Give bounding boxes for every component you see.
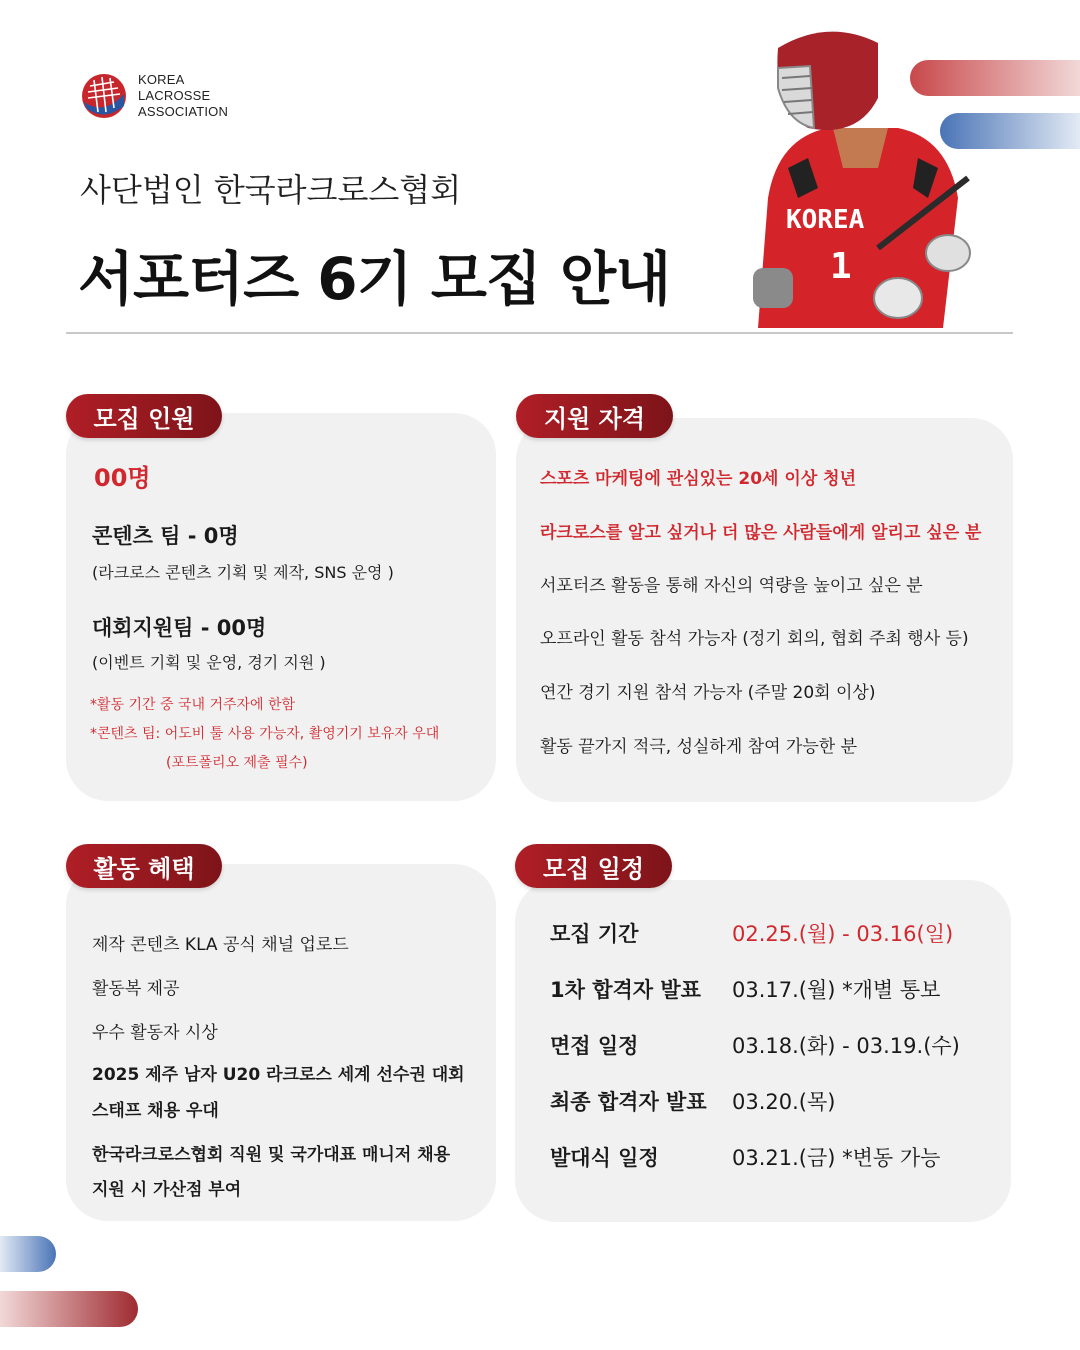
qualification-item: 스포츠 마케팅에 관심있는 20세 이상 청년: [540, 469, 857, 489]
schedule-badge: 모집 일정: [515, 844, 672, 888]
recruit-note: *콘텐츠 팀: 어도비 툴 사용 가능자, 촬영기기 보유자 우대: [90, 726, 440, 742]
recruit-note: (포트폴리오 제출 필수): [166, 755, 308, 771]
schedule-value: 03.18.(화) - 03.19.(수): [732, 1034, 960, 1058]
schedule-label: 1차 합격자 발표: [550, 978, 701, 1002]
qualification-item: 라크로스를 알고 싶거나 더 많은 사람들에게 알리고 싶은 분: [540, 523, 982, 543]
benefit-item: 2025 제주 남자 U20 라크로스 세계 선수권 대회: [92, 1065, 465, 1085]
logo-line-1: KOREA: [138, 72, 185, 87]
recruit-note: *활동 기간 중 국내 거주자에 한함: [90, 697, 296, 713]
logo-line-3: ASSOCIATION: [138, 104, 229, 119]
benefit-item: 활동복 제공: [92, 979, 180, 999]
qualification-badge: 지원 자격: [516, 394, 673, 438]
team-description: (라크로스 콘텐츠 기획 및 제작, SNS 운영 ): [92, 563, 394, 582]
benefit-item: 우수 활동자 시상: [92, 1023, 218, 1043]
team-name: 콘텐츠 팀 - 0명: [92, 524, 239, 548]
recruit-count: 00명: [94, 464, 151, 492]
decorative-red-pill-top: [910, 60, 1080, 96]
benefit-item: 스태프 채용 우대: [92, 1101, 219, 1121]
page-title: 서포터즈 6기 모집 안내: [78, 245, 671, 313]
recruit-badge: 모집 인원: [66, 394, 222, 438]
lacrosse-ball-logo-icon: [80, 72, 128, 120]
benefits-badge: 활동 혜택: [66, 844, 222, 888]
schedule-value: 02.25.(월) - 03.16(일): [732, 922, 954, 946]
qualification-item: 오프라인 활동 참석 가능자 (정기 회의, 협회 주최 행사 등): [540, 629, 969, 649]
kla-logo: [80, 72, 228, 120]
qualification-item: 활동 끝가지 적극, 성실하게 참여 가능한 분: [540, 737, 858, 757]
benefit-item: 지원 시 가산점 부여: [92, 1180, 242, 1200]
logo-wordmark: [138, 72, 228, 120]
jersey-text: KOREA: [786, 205, 865, 235]
qualification-item: 연간 경기 지원 참석 가능자 (주말 20회 이상): [540, 683, 876, 703]
logo-line-2: LACROSSE: [138, 88, 211, 103]
organization-subtitle: 사단법인 한국라크로스협회: [80, 171, 462, 209]
schedule-value: 03.21.(금) *변동 가능: [732, 1146, 941, 1170]
team-name: 대회지원팀 - 00명: [92, 616, 267, 640]
team-description: (이벤트 기획 및 운영, 경기 지원 ): [92, 653, 326, 672]
benefit-item: 제작 콘텐츠 KLA 공식 채널 업로드: [92, 935, 349, 955]
schedule-label: 최종 합격자 발표: [550, 1090, 707, 1114]
decorative-blue-pill-bottom: [0, 1236, 56, 1272]
decorative-red-pill-bottom: [0, 1291, 138, 1327]
schedule-label: 모집 기간: [550, 922, 639, 946]
jersey-number: 1: [830, 246, 852, 287]
schedule-label: 발대식 일정: [550, 1146, 659, 1170]
qualification-item: 서포터즈 활동을 통해 자신의 역량을 높이고 싶은 분: [540, 576, 923, 596]
benefit-item: 한국라크로스협회 직원 및 국가대표 매니저 채용: [92, 1145, 451, 1165]
schedule-label: 면접 일정: [550, 1034, 639, 1058]
decorative-blue-pill-top: [940, 113, 1080, 149]
schedule-value: 03.20.(목): [732, 1090, 836, 1114]
schedule-value: 03.17.(월) *개별 통보: [732, 978, 941, 1002]
